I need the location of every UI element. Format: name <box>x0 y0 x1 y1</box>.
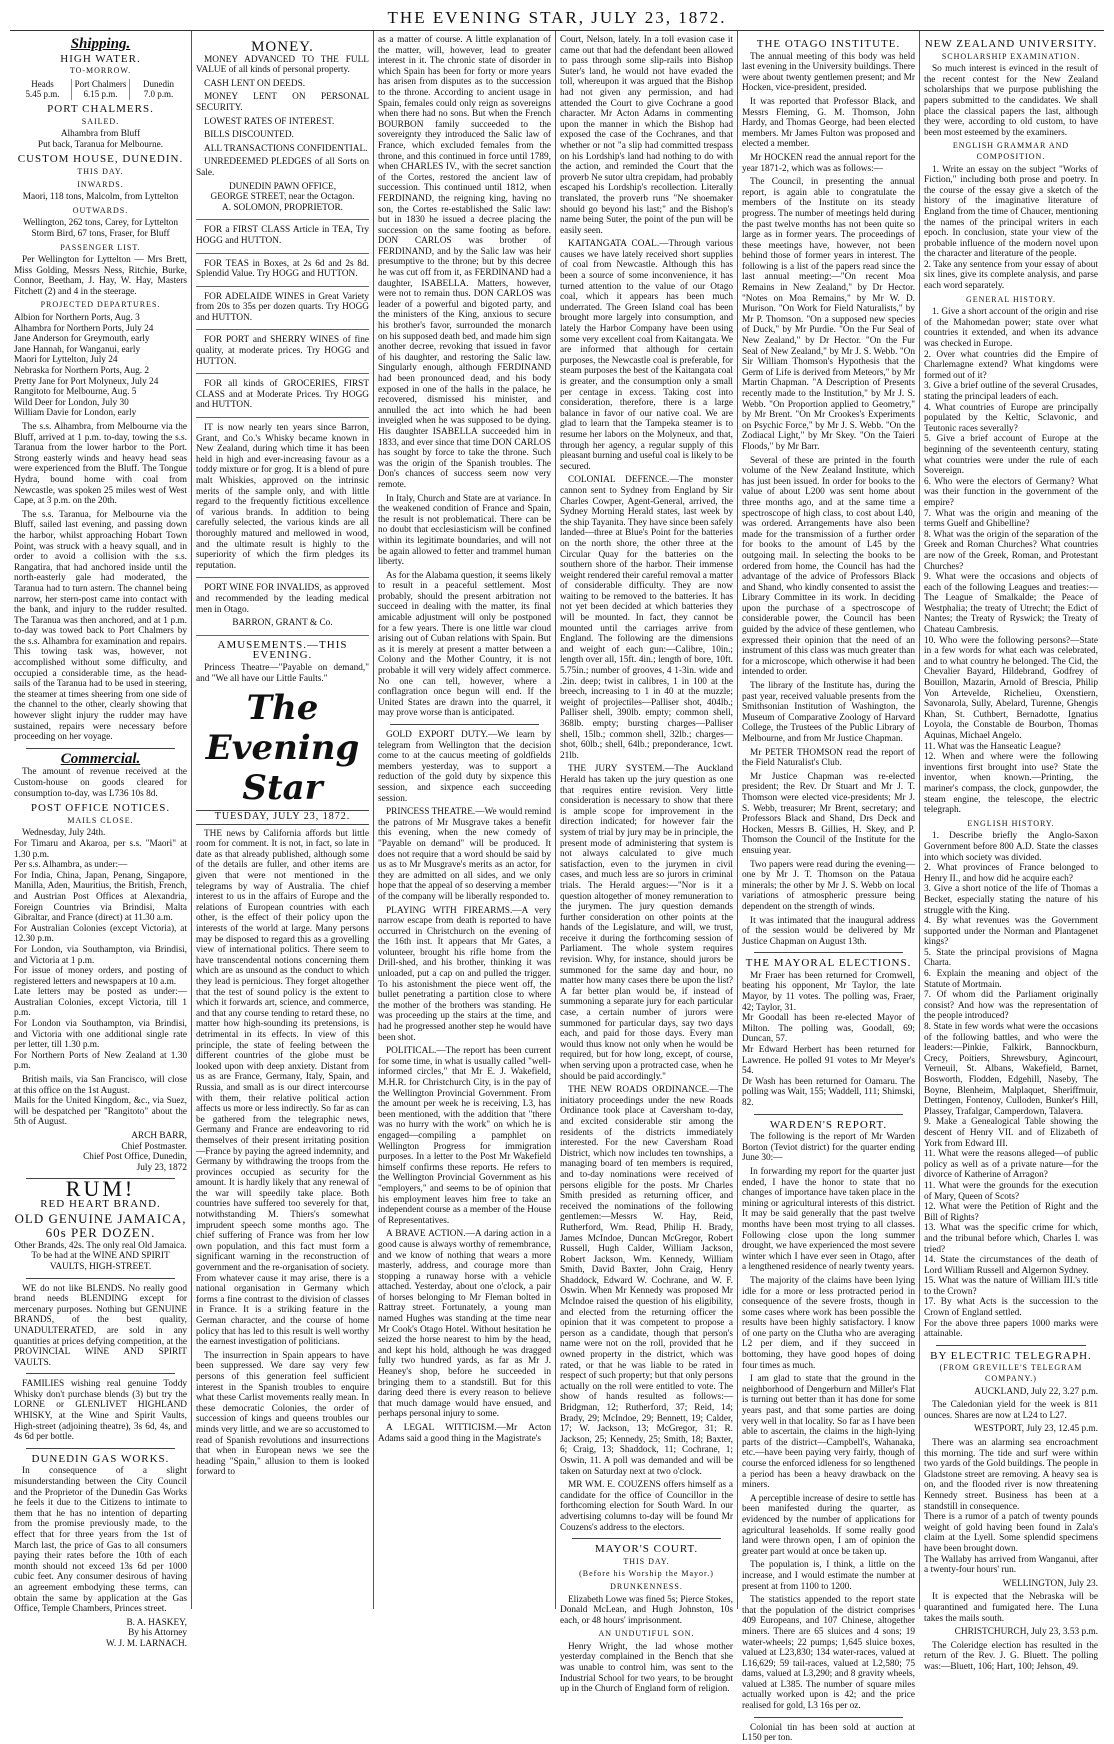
tide-port-chalmers: Port Chalmers 6.15 p.m. <box>72 79 130 100</box>
outwards-text: Wellington, 262 tons, Carey, for Lyttelton Storm Bird, 67 tons, Fraser, for Bluff <box>22 218 179 239</box>
warden-text-7: The statistics appended to the report state that the population of the district comprises 409 Europeans, and 107 Chinese, altogether miners. There are 65 sluices and 4 sons; 19 water-wheels; 22 pumps; 1,645 sluice boxes, valued at L23,830; 134 water-races, valued at L16,629; 59 tail-races, valued at L2,580; 75 dams, valued at L3,290; and 8 gravity wheels, valued at L385. The number of square miles actually worked upon is 42; and the price realised for gold, L3 16s per oz. <box>742 1595 915 1712</box>
rum-ad-heading: RUM! <box>65 1176 136 1202</box>
money-lent: MONEY LENT ON PERSONAL SECURITY. <box>196 92 369 113</box>
general-history-heading: GENERAL HISTORY. <box>965 294 1057 304</box>
this-day-label: THIS DAY. <box>77 166 124 176</box>
telegraph-text-4: The Coleridge election has resulted in the return of the Rev. J. G. Bluett. The polling was:—Bluett, 106; Hart, 100; Jehson, 49. <box>924 1640 1098 1672</box>
hogg-hutton-ad-2 <box>196 256 369 287</box>
leader-article: THE news by California affords but little room for comment. It is not, in fact, so late in date as that already published, although some of the details are fuller, and other items are given that were not mentioned in the telegrams by way of Australia. The chief interest to us in the affairs of Europe and the relations of European countries with each other, is the effect of their policy upon the interests of the world at large. Many persons may be disposed to regard this as a grovelling view of international politics. There seem to have transcendental notions concerning them which are as unsound as the conduct to which they lead is pernicious. They forget altogether that the test of sound policy is the extent to which it forwards art, science, and commerce, and that any course tending to retard these, no matter how high-sounding its pretensions, is detrimental in its effects. In view of this principle, the state of feeling between the different countries of the globe must be looked upon with deep anxiety. Distant from us as are France, Germany, Italy, Spain, and Russia, and small as is our direct intercourse with them, their relative political action affects us more or less indirectly. So far as can be gathered from the telegraphic news, Germany and France are endeavoring to rid themselves of their present irritating position—France by paying the agreed indemnity, and Germany by withdrawing the troops from the provinces occupied as security for the amount. It is hardly likely that any renewal of the war will speedily take place. Both countries have suffered too severely for that, notwithstanding M. Thiers's somewhat imprudent speech some months ago. The chief suffering of France was from her low own population, and this fact must form a significant warning in the reconstruction of government and the re-organisation of society. From whatever cause it may arise, there is a national organisation in Germany which forms a fine contrast to the division of classes in France. It is a striking feature in the German character, and the course of home policy that has led to this result is well worthy the earnest investigation of politicians. <box>196 828 369 1348</box>
ad-text: FOR all kinds of GROCERIES, FIRST CLASS and at Moderate Prices. Try HOGG and HUTTON. <box>196 379 369 411</box>
shipping-heading: Shipping. <box>70 36 131 52</box>
otago-text-3: Mr HOCKEN read the annual report for the year 1871-2, which was as follows:— <box>742 152 915 174</box>
warden-text-5: A perceptible increase of desire to settle has been manifested during the quarter, as evidenced by the number of applications for agricultural leaseholds. If some really good land were thrown open, I am of opinion the greater part would at once be taken up. <box>742 1493 915 1557</box>
warden-text-2: In forwarding my report for the quarter just ended, I have the honor to state that no changes of importance have taken place in the mining or agricultural interests of this district. It may be said generally that the past twelve months have been most trying to all classes. Following close upon the long summer drought, we have experienced the most severe winter which I have ever seen in Otago, after a lengthened residence of nearly twenty years. <box>742 1166 915 1273</box>
firearms-item <box>378 906 551 1044</box>
hogg-hutton-ad-3 <box>196 289 369 331</box>
brave-action-item <box>378 1229 551 1420</box>
telegraph-source: (FROM GREVILLE'S TELEGRAM COMPANY.) <box>939 1363 1083 1384</box>
hogg-hutton-ad-5 <box>196 376 369 418</box>
item-heading: POLITICAL. <box>386 1046 437 1057</box>
otago-institute-heading: THE OTAGO INSTITUTE. <box>756 38 901 50</box>
item-heading: KAITANGATA COAL. <box>568 239 660 250</box>
projected-text: Albion for Northern Ports, Aug. 3 Alhambra for Northern Ports, July 24 Jane Anderson for Greymouth, early Jane Hannah, for Wanganui, early Maori for Lyttelton, July 24 Nebraska for Northern Ports, Aug. 2 Pretty Jane for Port Molyneux, July 24 Rangitoto for Melbourne, Aug. 5 Wild Deer for London, July 30 William Davie for London, early <box>14 313 159 419</box>
port-wine-ad <box>196 580 369 635</box>
kaitangata-item <box>560 239 733 472</box>
columns <box>10 31 1104 1744</box>
bills-discounted: BILLS DISCOUNTED. <box>204 130 294 141</box>
rum-text: Other Brands, 42s. The only real Old Jamaica. To be had at the WINE AND SPIRIT VAULTS, HIGH-STREET. <box>14 1240 187 1272</box>
telegraph-place-2: WESTPORT, July 23, 12.45 p.m. <box>973 1424 1098 1435</box>
colonial-tin-text: Colonial tin has been sold at auction at L150 per ton. <box>742 1722 915 1744</box>
otago-text-7: Mr PETER THOMSON read the report of the Field Naturalist's Club. <box>742 747 915 769</box>
revenue-text: The amount of revenue received at the Custom-house on goods cleared for consumption to-day, was L736 10s 8d. <box>14 767 187 799</box>
undutiful-son-text: Henry Wright, the lad whose mother yesterday complained in the Bench that she was unable to control him, was sent to the Industrial School for two years, to be brought up in the Church of England form of religion. <box>560 1641 733 1695</box>
money-heading: MONEY. <box>251 39 314 55</box>
amusements-heading: AMUSEMENTS.—THIS EVENING. <box>217 638 348 662</box>
custom-house-heading: CUSTOM HOUSE, DUNEDIN. <box>17 153 184 166</box>
telegraph-heading: BY ELECTRIC TELEGRAPH. <box>930 1349 1092 1362</box>
mayors-court-day: THIS DAY. <box>623 1556 670 1566</box>
alabama-text: As for the Alabama question, it seems likely to result in a peaceful settlement. Most probably, should the present arbitration not succeed in dealing with the matter, its final amicable adjustment will only be postponed for a few years. There is one little war cloud arising out of Cuban relations with Spain. But as it is merely at present a matter between a Colony and the Mother Country, it is not probable it will very widely affect commerce. No one can tell, however, where a conflagration once begun will end. If the United States are drawn into the quarrel, it may prove worse than is anticipated. <box>378 570 551 719</box>
colonial-defence-item <box>560 475 733 761</box>
gas-works-text: In consequence of a slight misunderstanding between the City Council and the Proprietor of the Dunedin Gas Works he feels it due to the Citizens to intimate to them that he has no intention of departing from the promise previously made, to the effect that for three years from the 1st of March last, the price of Gas to all consumers paying their rates before the 10th of each month should not exceed 13s 6d per 1000 cubic feet. Any consumer desirous of having an agreement embodying these terms, can obtain the same by application at the Gas Office, Temple Chambers, Princes street. <box>14 1466 187 1615</box>
blends-ad: WE do not like BLENDS. No really good brand needs BLENDING except for mercenary purposes. Nothing but GENUINE BRANDS, of the best quality, UNADULTERATED, are sold in any quantities at prices defying competition, at the PROVINCIAL WINE AND SPIRIT VAULTS. <box>14 1283 187 1368</box>
divider <box>936 1345 1086 1346</box>
undutiful-son-heading: AN UNDUTIFUL SON. <box>598 1629 695 1639</box>
nelson-court-text: Court, Nelson, lately. In a toll evasion case it came out that had the defendant been allowed to pass through some slip-rails into Bishop Suter's land, he would not have evaded the toll, whereupon it was argued that the Bishop had not given any permission, and had attended the Court to give Cochrane a good character. Mr Acton Adams in commenting upon the manner in which the Bishop had exposed the case of the Cochranes, and that whether or not "a slip had committed trespass on his Lordship's land had nothing to do with the action, and reminded the Court that the proverb Ne sutor ultra crepidam, had probably escaped his Lordship's recollection. Literally translated, the proverb runs "Ne shoemaker should go beyond his last;" and the Bishop's name being Suter, the point of the pun will be easily seen. <box>560 35 733 236</box>
hogg-hutton-ad-1 <box>196 222 369 253</box>
divider <box>754 1114 903 1115</box>
item-text: —A daring action in a good cause is always worthy of remembrance, and we know of nothing that wears a more masterly, address, and courage more than stopping a runaway horse with a vehicle attached. Yesterday, about one o'clock, a pair of horses belonging to Mr Fleman bolted in Rattray street. Fortunately, a young man named Hughes was standing at the time near Mr Cook's Otago Hotel. Without hesitation he seized the horse nearest to him by the head, and kept his hold, although he was dragged fully two hundred yards, as far as Mr J. Heaney's shop, before he succeeded in bringing them to a standstill. But for this daring deed there is every reason to believe that much damage would have ensued, and perhaps personal injury to some. <box>378 1229 551 1420</box>
warden-text-1: The following is the report of Mr Warden Borton (Teviot district) for the quarter ending June 30:— <box>742 1132 915 1164</box>
ad-text: PORT WINE FOR INVALIDS, as approved and recommended by the leading medical men in Otago. <box>196 583 369 615</box>
gas-works-heading: DUNEDIN GAS WORKS. <box>31 1452 170 1465</box>
port-chalmers-heading: PORT CHALMERS. <box>47 102 154 115</box>
warden-text-4: I am glad to state that the ground in the neighborhood of Dengerburn and Miller's Flat is turning out better than it has done for some years past, and that some parties are doing very well in that locality. So far as I have been able to ascertain, the claims in the high-lying parts of the district—Campbell's, Wahanaka, etc.—have been paying very fairly, though of course the enforced idleness for so lengthened a period has been a heavy drawback on the miners. <box>742 1374 915 1491</box>
item-text: —The Auckland Herald has taken up the jury question as one that requires entire revision. Very little consideration is necessary to show that there is ample scope for improvement in the direction indicated; for however fair the system of trial by jury may be in principle, the present mode of administering that system is not always calculated to give much satisfaction, even to the jurymen in civil cases, and much less are so jurors in criminal trials. The Herald argues:—"Nor is it a question altogether of money remuneration to the jurymen. The jury question demands further consideration on other points at the hands of the Legislature, and will, we trust, receive it during the forthcoming session of Parliament. The whole system requires revision. Why, for instance, should jurors be summoned for the same day and hour, no matter how many cases there be upon the list? A far better plan would be, if instead of summoning a separate jury for each particular case, a certain number of jurors were summoned for particular days, say two days each, and paid for those days. Every man would thus know not only when he would be required, but for how long, except, of course, when serving upon a protracted case, when he should be paid accordingly." <box>560 764 733 1082</box>
english-grammar-questions: 1. Write an essay on the subject "Works of Fiction," including both prose and poetry. In the course of the essay give a sketch of the history of the imaginative literature of England from the time of Chaucer, mentioning the names of the principal writers in each epoch. In conclusion, state your view of the probable influence of the modern novel upon the character and literature of the people. 2. Take any sentence from your essay of about six lines, give its complete analysis, and parse each word separately. <box>924 164 1098 292</box>
column-3 <box>374 31 556 1609</box>
tide-heads: Heads 5.45 p.m. <box>14 79 72 100</box>
rum-price: 60s PER DOZEN. <box>45 1225 156 1241</box>
column-6 <box>920 31 1102 1672</box>
item-heading: A BRAVE ACTION. <box>386 1229 466 1240</box>
english-history-questions: 1. Describe briefly the Anglo-Saxon Government before 800 A.D. State the classes into which society was divided. 2. What provinces of France belonged to Henry II., and how did he acquire each? 3. Give a short notice of the life of Thomas a Becket, especially stating the nature of his struggle with the King. 4. By what revenues was the Government supported under the Norman and Plantagenet kings? 5. State the principal provisions of Magna Charta. 6. Explain the meaning and object of the Statute of Mortmain. 7. Of whom did the Parliament originally consist? And how was the representation of the people introduced? 8. State in few words what were the occasions of the following battles, and who were the leaders:—Pinkie, Falkirk, Bannockburn, Crecy, Poitiers, Shrewsbury, Agincourt, Verneuil, St. Albans, Wakefield, Barnet, Bosworth, Flodden, Edgehill, Naseby, The Boyne, Blenheim, Malplaquet, Sheriffmuir, Dettingen, Fontenoy, Culloden, Bunker's Hill, Plassey, Trafalgar, Camperdown, Talavera. 9. Make a Genealogical Table showing the descent of Henry VII. and of Elizabeth of York from Edward III. 11. What were the reasons alleged—of public policy as well as of a private nature—for the divorce of Katherine of Arragon? 11. What were the grounds for the execution of Mary, Queen of Scots? 12. What were the Petition of Right and the Bill of Rights? 13. What was the specific crime for which, and the tribunal before which, Charles I. was tried? 14. State the circumstances of the death of Lord William Russell and Algernon Sydney. 15. What was the nature of William III.'s title to the Crown? 17. By what Acts is the succession to the Crown of England settled. For the above three papers 1000 marks were attainable. <box>924 831 1098 1340</box>
nz-university-heading: NEW ZEALAND UNIVERSITY. <box>924 38 1098 50</box>
high-water-heading: HIGH WATER. <box>60 52 141 65</box>
drunkenness-heading: DRUNKENNESS. <box>610 1581 683 1591</box>
warden-text-3: The majority of the claims have been lying idle for a more or less protracted period in consequence of the severe frosts, though in some cases where work has been possible the results have been highly satisfactory. I know of one party on the Clutha who are averaging L2 per diem, and if they succeed in bottoming, they have good hopes of doing four times as much. <box>742 1275 915 1371</box>
english-grammar-heading: ENGLISH GRAMMAR AND COMPOSITION. <box>952 141 1070 161</box>
masthead: THE EVENING STAR, JULY 23, 1872. <box>10 6 1104 31</box>
commercial-heading: Commercial. <box>60 750 141 767</box>
whisky-ad: FAMILIES wishing real genuine Toddy Whisky don't purchase blends (3) but try the LORNE or GLENLIVET HIGHLAND WHISKY, at the Wine and Spirit Vaults, High-street (adjoining theatre), 3s 6d, 4s, and 4s 6d per bottle. <box>14 1379 187 1443</box>
item-text: —Through various causes we have lately received short supplies of coal from Newcastle. Although this has been a source of some inconvenience, it has turned attention to the value of our Otago coal, which it appears has been much underrated. The Green Island coal has been brought more largely into consumption, and lately the Harbor Company have been using some very excellent coal from Kaitangata. We are informed that although for certain purposes, the Newcastle coal is preferable, for steam purposes the best of the Kaitangata coal is greater, and the consumption only a small per centage in excess. Taking cost into consideration, therefore, there is a large balance in favor of our native coal. We are glad to learn that the Tampeka steamer is to resume her labors on the Molyneux, and that, through her agency, a regular supply of this pleasant burning and useful coal is likely to be secured. <box>560 239 733 472</box>
column-5 <box>738 31 920 1744</box>
leader-article-2: The insurrection in Spain appears to have been suppressed. We dare say very few persons of this generation feel sufficient interest in the Spanish troubles to enquire what these Carlist movements really mean. In these democratic Colonies, the order of succession of kings and queens troubles our minds very little, and we are so accustomed to read of Spanish revolutions and insurrections that when in European news we see the heading "Spain," allusion to them is looked forward to <box>196 1350 369 1478</box>
item-heading: THE NEW ROADS ORDINANCE. <box>568 1085 710 1096</box>
roads-ordinance-item <box>560 1085 733 1477</box>
ad-text: FOR PORT and SHERRY WINES of fine quality, at moderate prices. Try HOGG and HUTTON. <box>196 335 369 367</box>
couzens-item: MR WM. E. COUZENS offers himself as a candidate for the office of Councillor in the forthcoming election for South Ward. In our advertising columns to-day will be found Mr Couzens's address to the electors. <box>560 1480 733 1533</box>
otago-text-6: The library of the Institute has, during the past year, received valuable presents from the Smithsonian Institution of Washington, the Museum of Comparative Zoology of Harvard College, the Trustees of the Public Library of Melbourne, and from Mr Justice Chapman. <box>742 681 915 744</box>
mayors-court-heading: MAYOR'S COURT. <box>594 1543 699 1556</box>
otago-text-2: It was reported that Professor Black, and Messrs Fleming, G. M. Thomson, John Hardy, and Thomas George, had been elected members. Mr James Fulton was proposed and elected a member. <box>742 96 915 150</box>
drunkenness-text: Elizabeth Lowe was fined 5s; Pierce Stokes, Donald McLean, and Hugh Johnston, 10s each, or 48 hours' imprisonment. <box>560 1594 733 1626</box>
inwards-label: INWARDS. <box>77 179 124 189</box>
tide-dunedin: Dunedin 7.0 p.m. <box>143 78 174 100</box>
mayoral-elections-heading: THE MAYORAL ELECTIONS. <box>745 957 912 970</box>
mails-close-label: MAILS CLOSE. <box>67 815 134 825</box>
column-2 <box>192 31 374 1609</box>
telegraph-place-3: WELLINGTON, July 23. <box>1002 1578 1098 1589</box>
wardens-report-heading: WARDEN'S REPORT. <box>769 1118 888 1131</box>
political-item <box>378 1046 551 1226</box>
item-text: —We learn by telegram from Wellington that the decision come to at the caucus meeting of goldfields members yesterday, was to support a reduction of the gold duty by sixpence this session, and sixpence each succeeding session. <box>378 730 551 804</box>
telegraph-text-3: It is expected that the Nebraska will be quarantined and fumigated here. The Luna takes the mails south. <box>924 1592 1098 1624</box>
divider <box>26 1373 175 1374</box>
ad-signoff: BARRON, GRANT & Co. <box>232 618 333 629</box>
pawn-office: DUNEDIN PAWN OFFICE, GEORGE STREET, near the Octagon. A. SOLOMON, PROPRIETOR. <box>210 181 355 213</box>
column-1 <box>10 31 192 1649</box>
passenger-text: Per Wellington for Lyttelton — Mrs Brett, Miss Golding, Messrs Ness, Ritchie, Burke, Connor, Beetham, J. Hay, W. Hay, Masters Fitchett (2) and 4 in the steerage. <box>14 255 187 297</box>
shipping-news-1: The s.s. Alhambra, from Melbourne via the Bluff, arrived at 1 p.m. to-day, towing the s.s. Taranua from the lower harbor to the Port. Strong easterly winds and heavy head seas were experienced from the Bluff. The Tongue Hydra, bound home with coal from Newcastle, was spoken 25 miles west of West Cape, at 3 p.m. on the 20th. <box>14 422 187 507</box>
divider <box>754 1717 903 1718</box>
princess-theatre-item <box>378 807 551 902</box>
item-text: —The monster cannon sent to Sydney from England by Sir Charles Cowper, Agent-General, arrived, the Sydney Morning Herald states, last week by the ship Tayanita. They have since been safely landed—three at Blue's Point for the batteries on the north shore, the other three at the Circular Quay for the batteries on the southern shore of the harbor. Their immense weight rendered their careful removal a matter of considerable difficulty. They are now waiting to be removed to the batteries. It has not yet been decided at which batteries they will be mounted. In fact, they cannot be mounted until the carriages arrive from England. The following are the dimensions and weight of each gun:—Calibre, 10in.; length over all, 15ft. 4in.; length of bore, 10ft. 5.75in.; number of grooves, 4 1-3in. wide and .2in. deep; twist in calibres, 1 in 100 at the breech, increasing to 1 in 40 at the muzzle; weight of projectiles—Palliser shot, 404lb.; Palliser shell, 390lb. empty; common shell, 368lb. empty; bursting charges—Palliser shell, 15lb.; common shell, 32lb.; charges—shot, 60lb.; shell, 64lb.; preponderance, 1cwt. 21lb. <box>560 475 733 761</box>
divider <box>754 952 903 953</box>
postmaster-signoff: ARCH BARR, Chief Postmaster. Chief Post Office, Dunedin, July 23, 1872 <box>83 1131 187 1173</box>
otago-text-5: Several of these are printed in the fourth volume of the New Zealand Institute, which has just been issued. In order for books to the value of about L200 was sent home about three months ago, and at the same time a spectroscope of high class, to cost about L40, was ordered. Arrangements have also been made for the transmission of a further order for books to the amount of L45 by the outgoing mail. In selecting the books to be ordered from home, the Council has had the advantage of the advice of Professors Black and Shand, who kindly consented to assist the Library Committee in its work. In deciding upon the purchase of a spectroscope of considerable power, the Council has been guided by the advice of these gentlemen, who expressed their opinion that the need of an instrument of this class was much greater than for a microscope, which otherwise it had been intended to order. <box>742 455 915 678</box>
whisky-barron-ad <box>196 420 369 578</box>
rum-jamaica: OLD GENUINE JAMAICA, <box>14 1210 187 1226</box>
spain-text: as a matter of course. A little explanation of the matter, will, however, lead to greater interest in it. The chronic state of disorder in which Spain has been for forty or more years has arisen from disputes as to the succession to the throne. According to ancient usage in Spain, females could only reign as sovereigns when there had no sons. But when the French BOURBON family succeeded to the sovereignty they introduced the Salic law of France, which excluded females from the throne, and this continued in force until 1789, when CHARLES IV., with the secret sanction of the Cortes, restored the ancient law of succession. This continued until 1812, when FERDINAND, the reigning king, having no son, the Cortes re-established the Salic law: but in 1830 he issued a decree placing the succession on the same footing as before. DON CARLOS was brother of FERDINAND, and by the Salic law was heir presumptive to the throne; but by this decree he was cut off from it, as FERDINAND had a daughter, ISABELLA. Matters, however, were not to remain thus. DON CARLOS was leader of a powerful and bigoted party, and the ministers of the King, anxious to secure his brother's favor, surrounded the monarch on his supposed death bed, and made him sign another decree, revoking that issued in favor of his daughter, and restoring the Salic law. Singularly enough, although FERDINAND had been pronounced dead, and his body exposed in one of the halls in the palace, he recovered, dismissed his minister, and annulled the act into which he had been inveigled when he was supposed to be dying. His daughter ISABELLA succeeded him in 1833, and ever since that time DON CARLOS has sought by force to take the throne. Such was the origin of the Spanish troubles. The Don's chances of success seem now very remote. <box>378 35 551 490</box>
warden-text-6: The population is, I think, a little on the increase, and I would estimate the number at present at from 1100 to 1200. <box>742 1560 915 1592</box>
item-heading: THE JURY SYSTEM. <box>568 764 665 775</box>
tide-table <box>14 79 187 100</box>
dateline: TUESDAY, JULY 23, 1872. <box>196 810 369 825</box>
ad-text: FOR a FIRST CLASS Article in TEA, Try HOGG and HUTTON. <box>196 225 369 246</box>
item-text: —We would remind the patrons of Mr Musgrave takes a benefit this evening, when the new comedy of "Payable on demand" will be produced. It does not require that a word should be said by us as to Mr Musgrave's merits as an actor, for they are admitted on all sides, and we only hope that the appeal of so deserving a member of the company will be liberally responded to. <box>378 807 551 902</box>
ad-text: FOR ADELAIDE WINES in Great Variety from 20s to 35s per dozen quarts. Try HOGG and HUTTON. <box>196 291 369 323</box>
divider <box>390 724 539 725</box>
money-ad <box>196 35 369 220</box>
item-text: —Mr Acton Adams said a good thing in the Magistrate's <box>378 1423 551 1444</box>
amusements-text: Princess Theatre—"Payable on demand," and "We all have our Little Faults." <box>196 662 369 684</box>
divider <box>26 748 175 749</box>
ad-text: IT is now nearly ten years since Barron, Grant, and Co.'s Whisky became known in New Zealand, during which time it has been held in high and ever-increasing favour as a toddy mixture or for grog. It is a blend of pure malt Whiskies, approved on the intrinsic merits of the sample only, and with little regard to the frequently fictitious excellence of various brands. In addition to being carefully selected, the various kinds are all thoroughly matured and mellowed in wood, and the ultimate result is highly to the superiority of which the firm pledges its reputation. <box>196 423 369 571</box>
item-text: —The initiatory proceedings under the new Roads Ordinance took place at Caversham to-day, and excited considerable stir among the residents of the districts immediately interested. For the new Caversham Road District, which now includes ten townships, a managing board of ten members is required, and to-day nominations were received of persons eligible for the posts. Mr Charles Smith presided as returning officer, and received the nominations of the following gentlemen:—Messrs W. Hay, Reid, Rutherford, Wm. Read, Philip H. Brady, James McIndoe, Duncan McGregor, Robert Russell, Hugh Calder, William Jackson, Robert Jackson, Wm. Kennedy, William Smith, David Baxter, John Craig, Henry Shaddock, Edward W. Cochrane, and W. F. Oswin. When Mr Kennedy was proposed Mr McIndoe raised the question of his eligibility, and elected from the returning officer the opinion that it was competent to propose a person as a candidate, though that person's name were not on the roll, provided that he owned property in the district, which was rated, or that he was liable to be rated in respect of such property; but that only persons actually on the roll were entitled to vote. The show of hands resulted as follows:—Bridgman, 12; Rutherford, 37; Reid, 14; Brady, 29; McIndoe, 29; Bennett, 19; Calder, 17; W. Jackson, 13; McGregor, 31; R. Jackson, 25; Kennedy, 25; Smith, 18; Baxter, 6; Craig, 13; Shaddock, 11; Cochrane, 1; Oswin, 11. A poll was demanded and will be taken on Saturday next at two o'clock. <box>560 1085 733 1477</box>
item-heading: PLAYING WITH FIREARMS. <box>386 905 513 916</box>
otago-text-9: Two papers were read during the evening—one by Mr J. T. Thomson on the Pataua minerals; the other by Mr J. S. Webb on local variations of atmospheric pressure being dependent on the strength of winds. <box>742 859 915 912</box>
divider <box>26 1448 175 1449</box>
scholarship-subheading: SCHOLARSHIP EXAMINATION. <box>941 51 1081 61</box>
passenger-label: PASSENGER LIST. <box>60 242 141 252</box>
telegraph-place-1: AUCKLAND, July 22, 3.27 p.m. <box>974 1386 1098 1397</box>
sailed-label: SAILED. <box>81 116 120 126</box>
divider <box>572 1538 721 1539</box>
item-heading: GOLD EXPORT DUTY. <box>386 730 488 740</box>
hogg-hutton-ad-4 <box>196 332 369 374</box>
outwards-label: OUTWARDS. <box>72 205 129 215</box>
gas-works-signoff: B. A. HASKEY, By his Attorney W. J. M. LARNACH. <box>105 1617 187 1649</box>
inwards-text: Maori, 118 tons, Malcolm, from Lyttelton <box>22 192 179 203</box>
item-heading: COLONIAL DEFENCE. <box>568 475 670 486</box>
column-4 <box>556 31 738 1695</box>
telegraph-place-4: CHRISTCHURCH, July 23, 3.53 p.m. <box>954 1627 1098 1638</box>
telegraph-text-2: There was an alarming sea encroachment this morning. The tide and surf were within two yards of the Gold buildings. The people in Gladstone street are removing. A heavy sea is on, and the flooded river is now threatening Kennedy street. Business has been at a standstill in consequence. There is a rumor of a patch of twenty pounds weight of gold having been found in Zala's claim at the Lyell. Some splendid specimens have been brought down. The Wallaby has arrived from Wanganui, after a twenty-four hours' run. <box>924 1438 1098 1576</box>
telegraph-text-1: The Caledonian yield for the week is 811 ounces. Shares are now at L24 to L27. <box>924 1400 1098 1421</box>
legal-witticism-item <box>378 1423 551 1444</box>
cash-lent: CASH LENT ON DEEDS. <box>204 78 306 89</box>
mayoral-elections-text: Mr Fraer has been returned for Cromwell, beating his opponent, Mr Taylor, the late Mayor, by 11 votes. The polling was, Fraer, 42; Taylor, 31. Mr Goodall has been re-elected Mayor of Milton. The polling was, Goodall, 69; Duncan, 57. Mr Edward Herbert has been returned for Lawrence. He polled 91 votes to Mr Meyer's 54. Dr Wash has been returned for Oamaru. The polling was Wait, 155; Waddell, 111; Shimski, 82. <box>742 970 915 1108</box>
english-history-heading: ENGLISH HISTORY. <box>967 818 1055 828</box>
item-text: —A very narrow escape from death is reported to have occurred in Christchurch on the evening of the 16th inst. It appears that Mr Gates, a volunteer, brought his rifle home from the Drill-shed, and his brother, thinking it was unloaded, put a cap on and pulled the trigger. To his astonishment the piece went off, the bullet penetrating a partition close to where the mother of the brothers was standing. He was proceeding up the stairs at the time, and had he progressed another step he would have been shot. <box>378 905 552 1043</box>
otago-text-10: It was intimated that the inaugural address of the session would be delivered by Mr Justice Chapman on August 13th. <box>742 915 915 947</box>
projected-label: PROJECTED DEPARTURES. <box>40 300 161 310</box>
italy-text: In Italy, Church and State are at variance. In the weakened condition of France and Spain, the result is not problematical. There can be no doubt that ecclesiasticism will be confined within its legitimate boundaries, and will not be again allowed to fetter and trammel human liberty. <box>378 493 551 568</box>
tomorrow-label: TO-MORROW. <box>69 66 132 76</box>
shipping-news-2: The s.s. Taranua, for Melbourne via the Bluff, sailed last evening, and passing down the harbor, whilst approaching Hobart Town Point, was struck with a heavy squall, and in order to avoid a collision with the s.s. Rangatira, that had anchored inside until the north-easterly gale had moderated, the Taranua had to turn astern. The channel being narrow, her stern-post came into contact with the bank, and injury to the rudder resulted. The Taranua was then anchored, and at 1 p.m. to-day was towed back to Port Chalmers by the s.s. Alhambra for examination and repairs. This towing task was, however, not accomplished without some difficulty, and occupied a considerable time, as the head-sails of the Taranua had to be used in steering, the steamer at times sheering from one side of the channel to the other, clearly showing that however slight injury the rudder may have sustained, repairs were necessary before proceeding on her voyage. <box>14 509 187 743</box>
gold-export-item <box>378 730 551 804</box>
mails-text-2: British mails, via San Francisco, will close at this office on the 1st August. Mails for the United Kingdom, &c., via Suez, will be despatched per "Rangitoto" about the 5th of August. <box>14 1075 187 1128</box>
general-history-questions: 1. Give a short account of the origin and rise of the Mahomedan power; state over what countries it extended, and when its advance was checked in Europe. 2. Over what countries did the Empire of Charlemagne extend? What kingdoms were formed out of it? 3. Give a brief outline of the several Crusades, stating the principal leaders of each. 4. What countries of Europe are principally populated by the Keltic, Sclavonic, and Teutonic races severally? 5. Give a brief account of Europe at the beginning of the seventeenth century, stating what countries were under the rule of each Sovereign. 6. Who were the electors of Germany? What was their function in the government of the empire? 7. What was the origin and meaning of the terms Guelf and Ghibelline? 8. What was the origin of the separation of the Greek and Roman Churches? What countries are now of the Greek, Roman, and Protestant Churches? 9. What were the occasions and objects of each of the following Leagues and treaties:—The League of Smalkalde; the Peace of Westphalia; the treaty of Utrecht; the Edict of Nantes; the Treaty of Ryswick; the Treaty of Chateau Cambresis. 10. Who were the following persons?—State in a few words for what each was celebrated, and to what country he belonged. The Cid, the Chevalier Bayard, Hildebrand, Godfrey of Bouillon, Mazarin, Arnold of Brescia, Philip Von Artevelde, Richelieu, Oxenstiern, Savonarola, Sully, Abelard, Turenne, Ghengis Khan, St. Cuthbert, Bernadotte, Ignatius Loyola, the Constable de Bourbon, Thomas Aquinas, Michael Angelo. 11. What was the Hanseatic League? 12. When and where were the following inventions first brought into use? State the inventor, when known.—Printing, the mariner's compass, the clock, gunpowder, the steam engine, the telescope, the electric telegraph. <box>924 307 1098 816</box>
item-text: —The report has been current for some time, in what is usually called "well-informed circles," that Mr E. J. Wakefield, M.H.R. for Christchurch City, is in the pay of the Wellington Provincial Government. From the amount per week he is receiving, L3, has been mentioned, with the addition that "there was no hurry with the work" on which he is engaged—compiling a pamphlet on Wellington Progress for immigration purposes. In a letter to the Post Mr Wakefield himself confirms these reports. He refers to the Wellington Provincial Government as his "employers," and seems to be of opinion that his employment leaves him free to take an independent course as a member of the House of Representatives. <box>378 1046 551 1226</box>
scholarship-intro: So much interest is evinced in the result of the recent contest for the New Zealand scholarships that we purpose publishing the papers submitted to the candidates. We shall place the classical papers the last, although they were, according to old custom, to have been most esteemed by the examiners. <box>924 64 1098 138</box>
transactions-confidential: ALL TRANSACTIONS CONFIDENTIAL. <box>204 143 368 154</box>
jury-system-item <box>560 764 733 1082</box>
otago-text-8: Mr Justice Chapman was re-elected president; the Rev. Dr Stuart and Mr J. T. Thomson were elected vice-presidents; Mr J. S. Webb, treasurer; Mr Brent, secretary; and Professors Black and Shand, Drs Deck and Hocken, Messrs B. Gillies, H. Skey, and P. Thomson the Council of the Institute for the ensuing year. <box>742 771 915 856</box>
post-office-heading: POST OFFICE NOTICES. <box>30 802 171 815</box>
otago-text-4: The Council, in presenting the annual report, is again able to congratulate the members of the Institute on its steady progress. The number of meetings held during the past twelve months has not been quite so large as in former years. The proceedings of these meetings have, however, not been behind those of former years in interest. The following is a list of the papers read since the last annual meeting:—"On recent Moa Remains in New Zealand," by Dr Hector. "Notes on Moa Remains," by Mr W. D. Murison. "On Work for Field Naturalists," by Mr P. Thomson. "On a supposed new species of Duck," by Mr Purdie. "On the Fur Seal of New Zealand," by Dr Hector. "On the Fur Seal of New Zealand," by Mr J. S. Webb. "On Sir William Thomson's Hypothesis that the Germ of Life is derived from Meteors," by Mr Martin Chapman. "A Description of Presents recently made to the Institution," by Mr J. S. Webb. "On Proportion applied to Geometry," by Mr Brent. "On Mr Crookes's Experiments on Psychic Force," by Mr J. S. Webb. "On the Zodiacal Light," by Mr Skey. "On the Taieri Floods," by Mr Barr. <box>742 177 915 452</box>
unredeemed-pledges: UNREDEEMED PLEDGES of all Sorts on Sale. <box>196 157 369 178</box>
ad-text: FOR TEAS in Boxes, at 2s 6d and 2s 8d. Splendid Value. Try HOGG and HUTTON. <box>196 258 369 280</box>
item-heading: PRINCESS THEATRE. <box>386 807 476 818</box>
rum-brand: RED HEART BRAND. <box>40 1197 161 1210</box>
item-heading: A LEGAL WITTICISM. <box>386 1423 497 1433</box>
paper-title: The Evening Star <box>205 688 360 809</box>
sailed-text: Alhambra from Bluff Put back, Taranua for Melbourne. <box>37 129 164 150</box>
otago-text-1: The annual meeting of this body was held last evening in the University buildings. There were about twenty gentlemen present; and Mr Hocken, vice-president, presided. <box>742 51 915 94</box>
lowest-rates: LOWEST RATES OF INTEREST. <box>204 116 335 127</box>
money-text: MONEY ADVANCED TO THE FULL VALUE of all kinds of personal property. <box>196 54 369 76</box>
mails-text: Wednesday, July 24th. For Timaru and Akaroa, per s.s. "Maori" at 1.30 p.m. Per s.s. Alhambra, as under:— For India, China, Japan, Penang, Singapore, Manilla, Aden, Mauritius, the British, French, and Austrian Post Offices at Alexandria, Foreign Countries via Brindisi, Malta Gibraltar, and France (direct) at 11.30 a.m. For Australian Colonies (except Victoria), at 12.30 p.m. For London, via Southampton, via Brindisi, and Victoria at 1 p.m. For issue of money orders, and posting of registered letters and newspapers at 10 a.m. Late letters may be posted as under:— Australian Colonies, except Victoria, till 1 p.m. For London via Southampton, via Brindisi, and Victoria with one additional single rate per letter, till 1.30 p.m. For Northern Ports of New Zealand at 1.30 p.m. <box>14 828 187 1072</box>
mayors-court-before: (Before his Worship the Mayor.) <box>579 1569 714 1579</box>
divider <box>26 1278 175 1279</box>
